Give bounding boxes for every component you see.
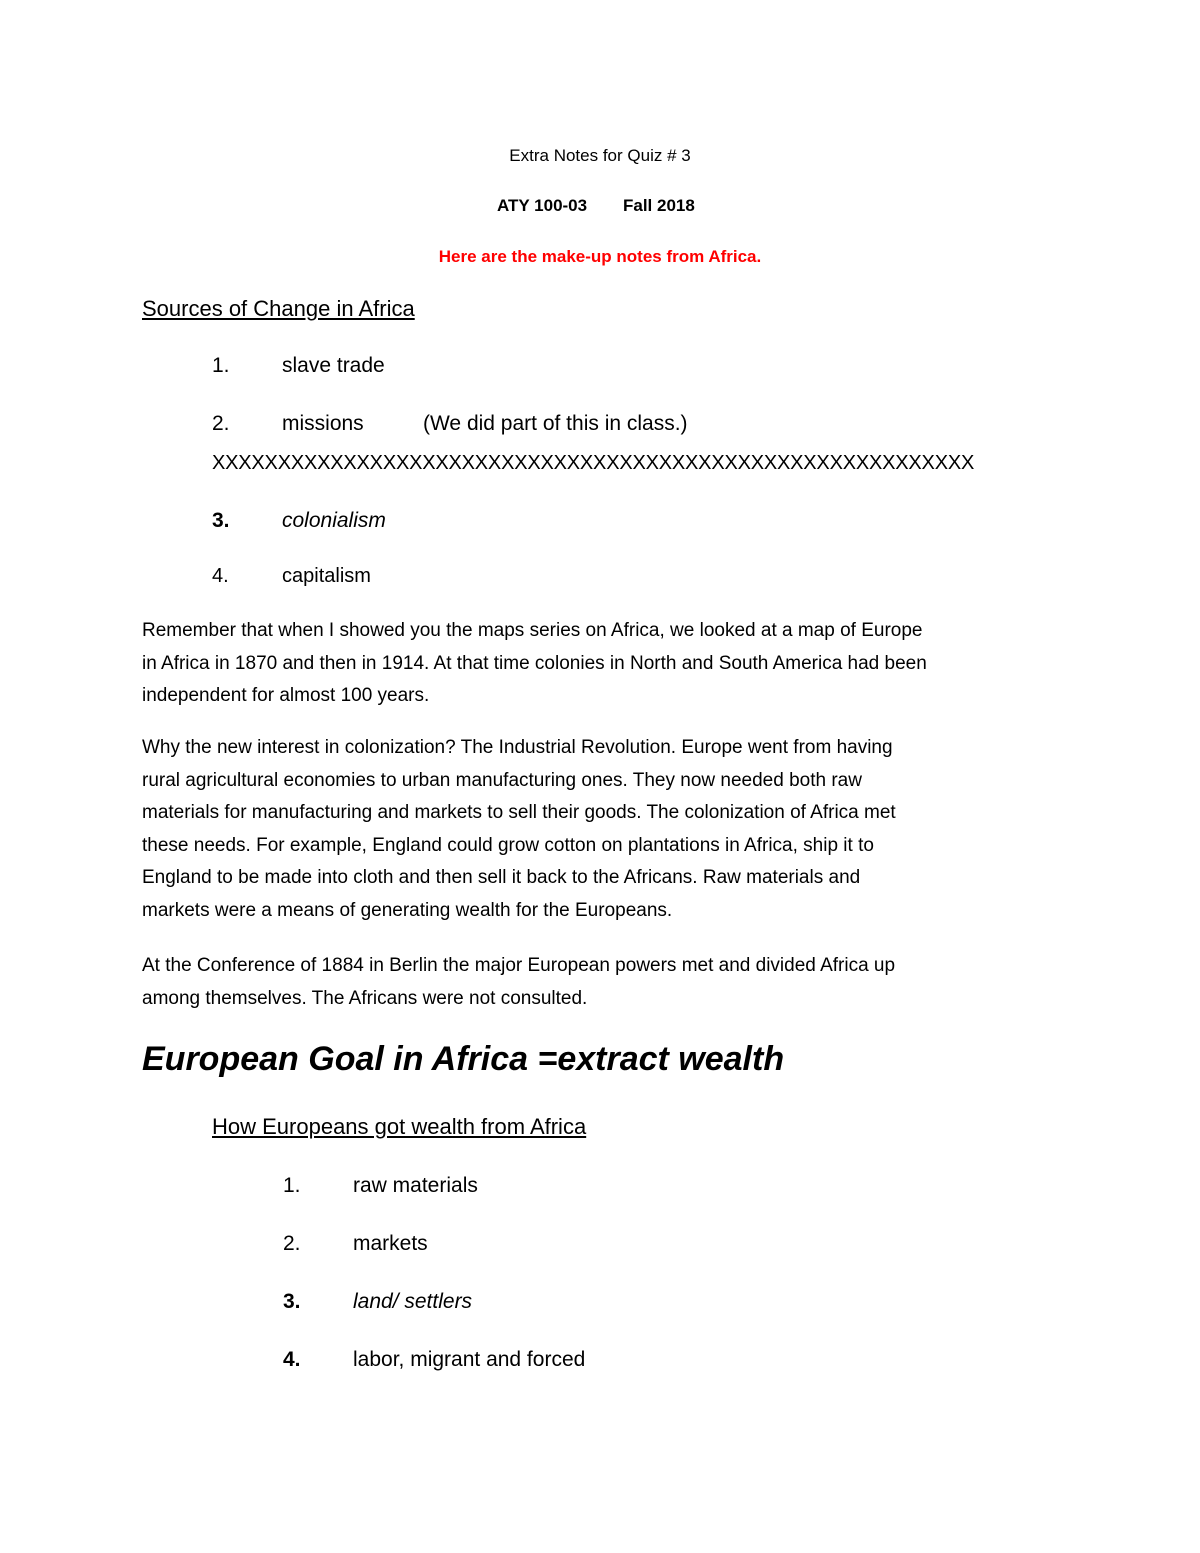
- sources-heading: Sources of Change in Africa: [142, 296, 415, 321]
- strike-line: XXXXXXXXXXXXXXXXXXXXXXXXXXXXXXXXXXXXXXXXXXXXXXXXXXXXXXXXXX: [212, 452, 975, 474]
- paragraph-line: At the Conference of 1884 in Berlin the major European powers met and divided Africa up: [142, 955, 896, 976]
- list-item-text: markets: [353, 1232, 428, 1255]
- list-item-text: land/ settlers: [353, 1290, 473, 1313]
- paragraph-industrial-revolution: [142, 732, 1067, 928]
- paragraph-berlin-conference: [142, 950, 1067, 1015]
- list-item-number: 3.: [212, 509, 230, 532]
- list-item-text: colonialism: [282, 509, 386, 532]
- goal-subheading: How Europeans got wealth from Africa: [212, 1114, 587, 1139]
- paragraph-line: among themselves. The Africans were not consulted.: [142, 987, 588, 1009]
- paragraph-line: these needs. For example, England could grow cotton on plantations in Africa, ship it to: [142, 834, 874, 856]
- makeup-note: Here are the make-up notes from Africa.: [438, 247, 762, 266]
- paragraph-line: in Africa in 1870 and then in 1914. At that time colonies in North and South America had been: [142, 652, 927, 674]
- paragraph-line: Remember that when I showed you the maps series on Africa, we looked at a map of Europe: [142, 620, 923, 641]
- paragraph-line: England to be made into cloth and then sell it back to the Africans. Raw materials and: [142, 867, 861, 889]
- list-item-number: 1.: [283, 1174, 301, 1197]
- list-item-number: 4.: [212, 565, 229, 587]
- list-item-text: raw materials: [353, 1174, 478, 1197]
- list-item-number: 2.: [212, 412, 230, 435]
- list-item-text: capitalism: [282, 565, 371, 587]
- paragraph-line: materials for manufacturing and markets to sell their goods. The colonization of Africa met: [142, 802, 896, 824]
- paragraph-line: rural agricultural economies to urban manufacturing ones. They now needed both raw: [142, 769, 862, 791]
- paragraph-line: independent for almost 100 years.: [142, 685, 430, 707]
- list-item-aside: (We did part of this in class.): [423, 412, 688, 435]
- paragraph-maps: [142, 615, 1067, 713]
- list-item-number: 4.: [283, 1348, 301, 1371]
- list-item-text: labor, migrant and forced: [353, 1348, 586, 1371]
- paragraph-line: markets were a means of generating wealth for the Europeans.: [142, 899, 673, 921]
- course-code: ATY 100-03: [497, 196, 588, 215]
- list-item-text: slave trade: [282, 354, 385, 377]
- list-item-text: missions: [282, 412, 364, 435]
- list-item-number: 2.: [283, 1232, 301, 1255]
- goal-title: European Goal in Africa =extract wealth: [142, 1040, 785, 1078]
- list-item-number: 3.: [283, 1290, 301, 1313]
- list-item-number: 1.: [212, 354, 230, 377]
- course-term: Fall 2018: [623, 196, 695, 215]
- document-title: Extra Notes for Quiz # 3: [509, 146, 691, 165]
- paragraph-line: Why the new interest in colonization? The Industrial Revolution. Europe went from having: [142, 737, 893, 758]
